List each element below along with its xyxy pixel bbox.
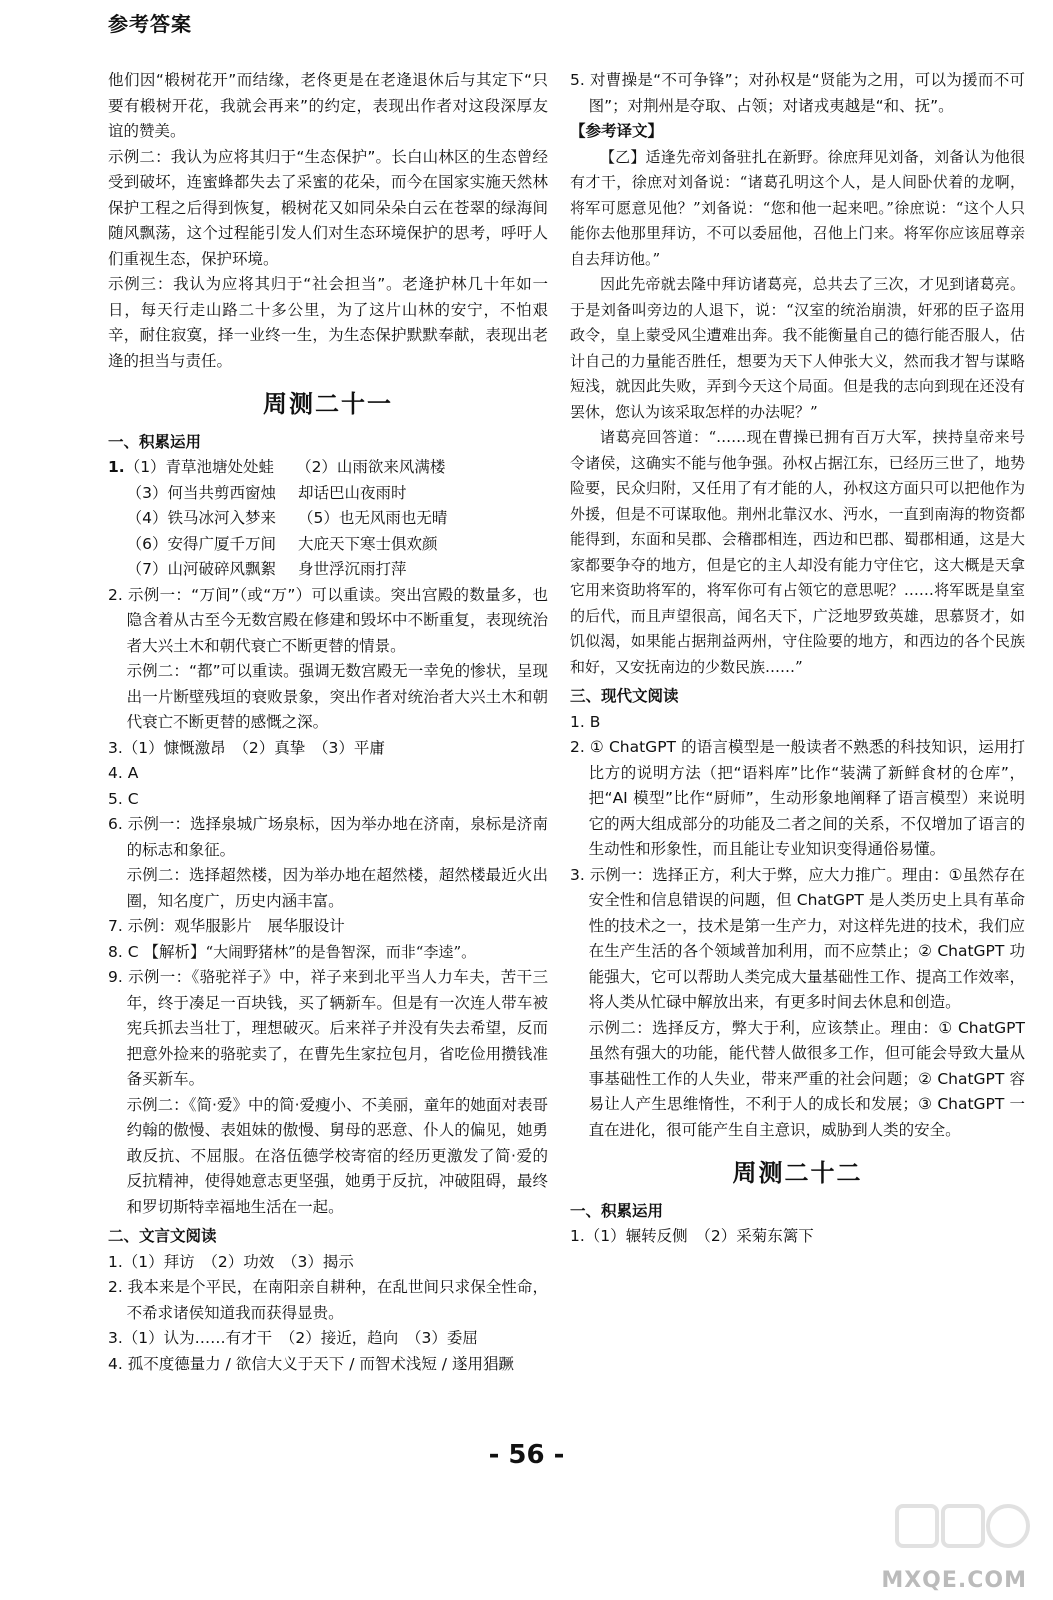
answer-q3: 3.（1）慷慨激昂 （2）真挚 （3）平庸 <box>108 738 385 757</box>
answer-item: （5）也无风雨也无晴 <box>297 509 448 527</box>
answer-w5: 5. 对曹操是“不可争锋”；对孙权是“贤能为之用，可以为援而不可图”；对荆州是夺取、占领；对诸戎夷越是“和、抚”。 <box>570 71 1025 115</box>
answer-w2: 2. 我本来是个平民，在南阳亲自耕种，在乱世间只求保全性命，不希求诸侯知道我而获得显贵。 <box>108 1278 548 1322</box>
answer-paragraph: 示例二：选择反方，弊大于利，应该禁止。理由：① ChatGPT 虽然有强大的功能，能代替人做很多工作，但可能会导致大量从事基础性工作的人失业，带来严重的社会问题；② ChatGPT 容易让人产生思维惰性，不利于人的成长和发展；③ ChatGPT 一直在进化，很可能产生自主意识，威胁到人类的安全。 <box>588 1018 1025 1139</box>
translation-paragraph: 诸葛亮回答道：“……现在曹操已拥有百万大军，挟持皇帝来号令诸侯，这确实不能与他争强。孙权占据江东，已经历三世了，地势险要，民众归附，又任用了有才能的人，孙权这方面只可以把他作为外援，但是不可谋取他。荆州北靠汉水、沔水，一直到南海的物资都能得到，东面和吴郡、会稽郡相连，西边和巴郡、蜀郡相通，这是大家都要争夺的地方，但是它的主人却没有能力守住它，这大概是天拿它用来资助将军的，将军你可有占领它的意思呢？……将军既是皇室的后代，而且声望很高，闻名天下，广泛地罗致英雄，思慕贤才，如饥似渴，如果能占据荆益两州，守住险要的地方，和西边的各个民族和好，又安抚南边的少数民族……” <box>570 428 1025 676</box>
answer-w4: 4. 孤不度德量力 / 欲信大义于天下 / 而智术浅短 / 遂用猖蹶 <box>108 1354 514 1373</box>
section-heading: 二、文言文阅读 <box>108 1227 217 1245</box>
answer-q5: 5. C <box>108 789 139 808</box>
answer-label: 8. C 【解析】 <box>108 942 206 961</box>
answer-item: （1）青草池塘处处蛙 <box>124 458 275 476</box>
section-heading: 一、积累运用 <box>570 1201 664 1220</box>
answer-m1: 1. B <box>570 712 601 731</box>
answer-m3: 3. 示例一：选择正方，利大于弊，应大力推广。理由：①虽然存在安全性和信息错误的问题，但 ChatGPT 是人类历史上具有革命性的技术之一，技术是第一生产力，对这样先进的技术，我们应在生产生活的各个领域普加利用，而不应禁止；② ChatGPT 功能强大，它可以帮助人类完成大量基础性工作、提高工作效率，将人类从忙碌中解放出来，有更多时间去休息和创造。 <box>570 865 1025 1011</box>
answer-paragraph: 他们因“椴树花开”而结缘，老佟更是在老逄退休后与其定下“只要有椴树开花，我就会再来”的约定，表现出作者对这段深厚友谊的赞美。 <box>108 71 548 140</box>
answer-paragraph: 示例二：“都”可以重读。强调无数宫殿无一幸免的惨状，呈现出一片断壁残垣的衰败景象，突出作者对统治者大兴土木和朝代衰亡不断更替的感慨之深。 <box>126 662 548 731</box>
answer-item: （7）山河破碎风飘絮 <box>126 560 276 578</box>
answer-w1: 1.（1）拜访 （2）功效 （3）揭示 <box>108 1252 354 1271</box>
answer-q6: 6. 示例一：选择泉城广场泉标，因为举办地在济南，泉标是济南的标志和象征。 <box>108 815 548 859</box>
question-number: 1. <box>108 458 125 476</box>
answer-item: （6）安得广厦千万间 <box>126 534 276 553</box>
left-column <box>108 68 548 1377</box>
answer-item: （2）山雨欲来风满楼 <box>296 458 446 476</box>
answer-q8 <box>108 940 548 966</box>
translation-paragraph: 因此先帝就去隆中拜访诸葛亮，总共去了三次，才见到诸葛亮。于是刘备叫旁边的人退下，说：“汉室的统治崩溃，奸邪的臣子盗用政令，皇上蒙受风尘遭难出奔。我不能衡量自己的德行能否服人，估计自己的力量能否胜任，想要为天下人伸张大义，然而我才智与谋略短浅，就因此失败，弄到今天这个局面。但是我的志向到现在还没有罢休，您认为该采取怎样的办法呢？” <box>570 275 1025 421</box>
answer-q7: 7. 示例：观华服影片 展华服设计 <box>108 917 345 935</box>
answer-paragraph: 示例二：我认为应将其归于“生态保护”。长白山林区的生态曾经受到破坏，连蜜蜂都失去了采蜜的花朵，而今在国家实施天然林保护工程之后得到恢复，椴树花又如同朵朵白云在苍翠的绿海间随风飘荡，这个过程能引发人们对生态环境保护的思考，呼吁人们重视生态，保护环境。 <box>108 147 548 268</box>
answer-q1 <box>108 455 548 583</box>
reference-translation-label: 【参考译文】 <box>570 122 664 140</box>
answer-q9: 9. 示例一：《骆驼祥子》中，祥子来到北平当人力车夫，苦干三年，终于凑足一百块钱，买了辆新车。但是有一次连人带车被宪兵抓去当壮丁，理想破灭。后来祥子并没有失去希望，反而把意外捡来的骆驼卖了，在曹先生家拉包月，省吃俭用攒钱准备买新车。 <box>108 968 548 1088</box>
right-column <box>570 68 1025 1250</box>
answer-n1: 1.（1）辗转反侧 （2）采菊东篱下 <box>570 1227 814 1245</box>
answer-item: 身世浮沉雨打萍 <box>297 560 407 578</box>
answer-paragraph: 示例二：《简·爱》中的简·爱瘦小、不美丽，童年的她面对表哥约翰的傲慢、表姐妹的傲慢、舅母的恶意、仆人的偏见，她勇敢反抗、不屈服。在洛伍德学校寄宿的经历更激发了简·爱的反抗精神，使得她意志更坚强，她勇于反抗，冲破阻碍，最终和罗切斯特幸福地生活在一起。 <box>126 1095 548 1216</box>
analysis-note: “大闹野猪林”的是鲁智深，而非“李逵”。 <box>205 942 477 961</box>
page-number: - 56 - <box>488 1440 565 1470</box>
section-title: 周测二十一 <box>263 390 393 418</box>
answer-paragraph: 示例三：我认为应将其归于“社会担当”。老逄护林几十年如一日，每天行走山路二十多公里，为了这片山林的安宁，不怕艰辛，耐住寂寞，择一业终一生，为生态保护默默奉献，表现出老逄的担当与责任。 <box>108 275 548 370</box>
watermark-text: MXQE.COM <box>881 1568 1027 1593</box>
answer-paragraph: 示例二：选择超然楼，因为举办地在超然楼，超然楼最近火出圈，知名度广，历史内涵丰富。 <box>126 866 548 910</box>
answer-item: （4）铁马冰河入梦来 <box>126 509 276 527</box>
section-heading: 三、现代文阅读 <box>570 687 679 705</box>
answer-w3: 3.（1）认为……有才干 （2）接近，趋向 （3）委屈 <box>108 1329 478 1347</box>
answer-item: （3）何当共剪西窗烛 <box>126 483 276 502</box>
answer-item: 大庇天下寒士俱欢颜 <box>297 534 438 553</box>
page-header: 参考答案 <box>108 12 192 36</box>
section-heading: 一、积累运用 <box>108 432 202 451</box>
answer-m2: 2. ① ChatGPT 的语言模型是一般读者不熟悉的科技知识，运用打比方的说明方法（把“语料库”比作“装满了新鲜食材的仓库”，把“AI 模型”比作“厨师”，生动形象地阐释了语言模型）来说明它的两大组成部分的功能及二者之间的关系，不仅增加了语言的生动性和形象性，而且能让专业知识变得通俗易懂。 <box>570 738 1025 858</box>
answer-q4: 4. A <box>108 764 139 782</box>
translation-paragraph: 【乙】适逢先帝刘备驻扎在新野。徐庶拜见刘备，刘备认为他很有才干，徐庶对刘备说：“诸葛孔明这个人，是人间卧伏着的龙啊，将军可愿意见他？”刘备说：“您和他一起来吧。”徐庶说：“这个人只能你去他那里拜访，不可以委屈他，召他上门来。将军你应该屈尊亲自去拜访他。” <box>570 147 1025 268</box>
answer-item: 却话巴山夜雨时 <box>297 483 407 502</box>
answer-q2: 2. 示例一：“万间”（或“万”）可以重读。突出宫殿的数量多，也隐含着从古至今无数宫殿在修建和毁坏中不断重复，表现统治者大兴土木和朝代衰亡不断更替的情景。 <box>108 585 548 655</box>
section-title: 周测二十二 <box>732 1159 863 1187</box>
